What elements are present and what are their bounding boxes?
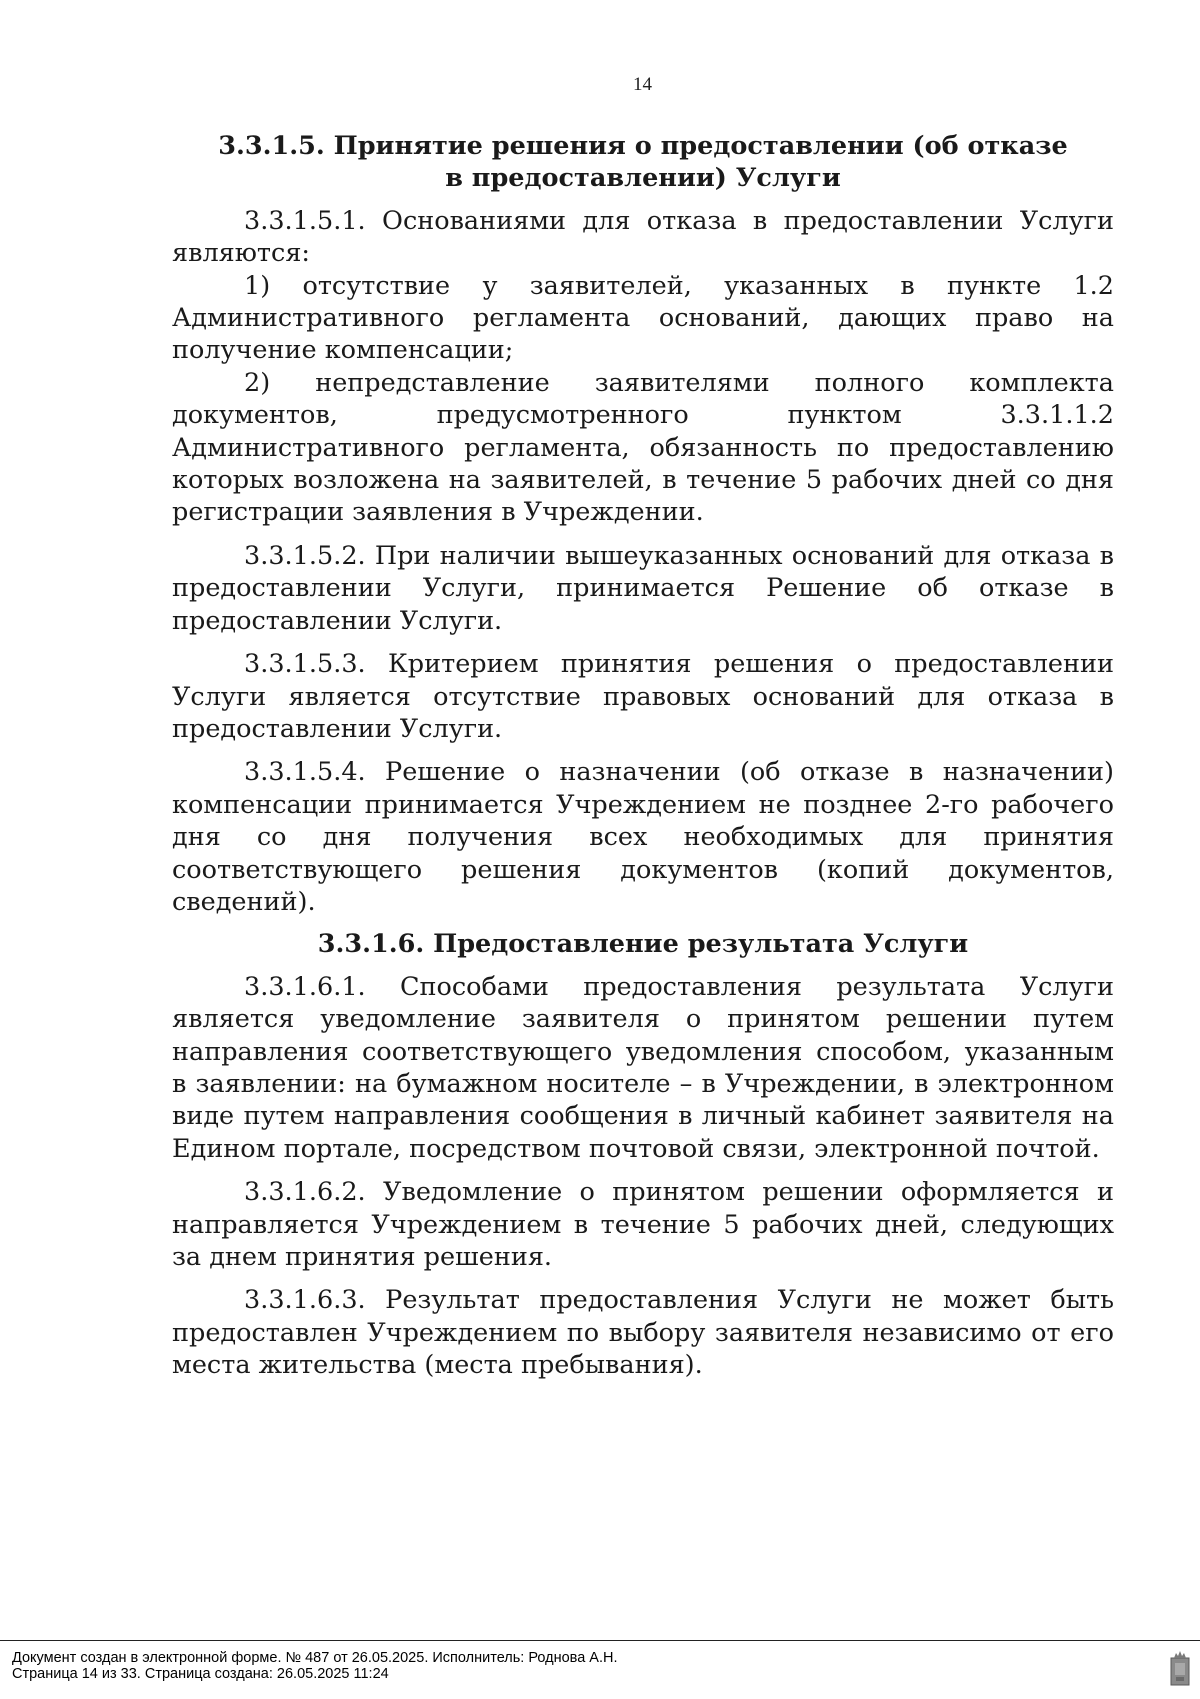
paragraph-3-3-1-5-4: 3.3.1.5.4. Решение о назначении (об отказе в назначении) компенсации принимается Учреждением не позднее 2-го рабочего дня со дня получения всех необходимых для принятия соответствующего решения документов (копий документов, сведений).: [172, 757, 1114, 917]
list-item-1: 1) отсутствие у заявителей, указанных в пункте 1.2 Административного регламента оснований, дающих право на получение компенсации;: [172, 270, 1114, 366]
paragraph-3-3-1-5-2: 3.3.1.5.2. При наличии вышеуказанных оснований для отказа в предоставлении Услуги, принимается Решение об отказе в предоставлении Услуги.: [172, 540, 1114, 636]
list-item-2: 2) непредставление заявителями полного комплекта документов, предусмотренного пунктом 3.3.1.1.2 Административного регламента, обязанность по предоставлению которых возложена на заявителей, в течение 5 рабочих дней со дня регистрации заявления в Учреждении.: [172, 367, 1114, 528]
footer-line-page: Страница 14 из 33. Страница создана: 26.05.2025 11:24: [12, 1666, 389, 1682]
section-heading-3-3-1-6: 3.3.1.6. Предоставление результата Услуги: [317, 929, 969, 960]
footer-info: [12, 1650, 618, 1682]
page-number: 14: [633, 74, 652, 95]
section-heading-3-3-1-5: 3.3.1.5. Принятие решения о предоставлении (об отказе в предоставлении) Услуги: [218, 131, 1068, 194]
document-body: [172, 130, 1114, 1382]
paragraph-3-3-1-5-1: 3.3.1.5.1. Основаниями для отказа в предоставлении Услуги являются:: [172, 205, 1114, 269]
footer-line-document: Документ создан в электронной форме. № 487 от 26.05.2025. Исполнитель: Роднова А.Н.: [12, 1650, 618, 1666]
coat-of-arms-icon: [1168, 1649, 1192, 1687]
document-footer: [0, 1640, 1200, 1699]
paragraph-3-3-1-6-2: 3.3.1.6.2. Уведомление о принятом решении оформляется и направляется Учреждением в течение 5 рабочих дней, следующих за днем принятия решения.: [172, 1177, 1114, 1272]
paragraph-3-3-1-6-3: 3.3.1.6.3. Результат предоставления Услуги не может быть предоставлен Учреждением по выбору заявителя независимо от его места жительства (места пребывания).: [172, 1285, 1114, 1381]
paragraph-3-3-1-5-3: 3.3.1.5.3. Критерием принятия решения о предоставлении Услуги является отсутствие правовых оснований для отказа в предоставлении Услуги.: [172, 649, 1114, 744]
paragraph-3-3-1-6-1: 3.3.1.6.1. Способами предоставления результата Услуги является уведомление заявителя о принятом решении путем направления соответствующего уведомления способом, указанным в заявлении: на бумажном носителе – в Учреждении, в электронном виде путем направления сообщения в личный кабинет заявителя на Едином портале, посредством почтовой связи, электронной почтой.: [172, 971, 1114, 1164]
